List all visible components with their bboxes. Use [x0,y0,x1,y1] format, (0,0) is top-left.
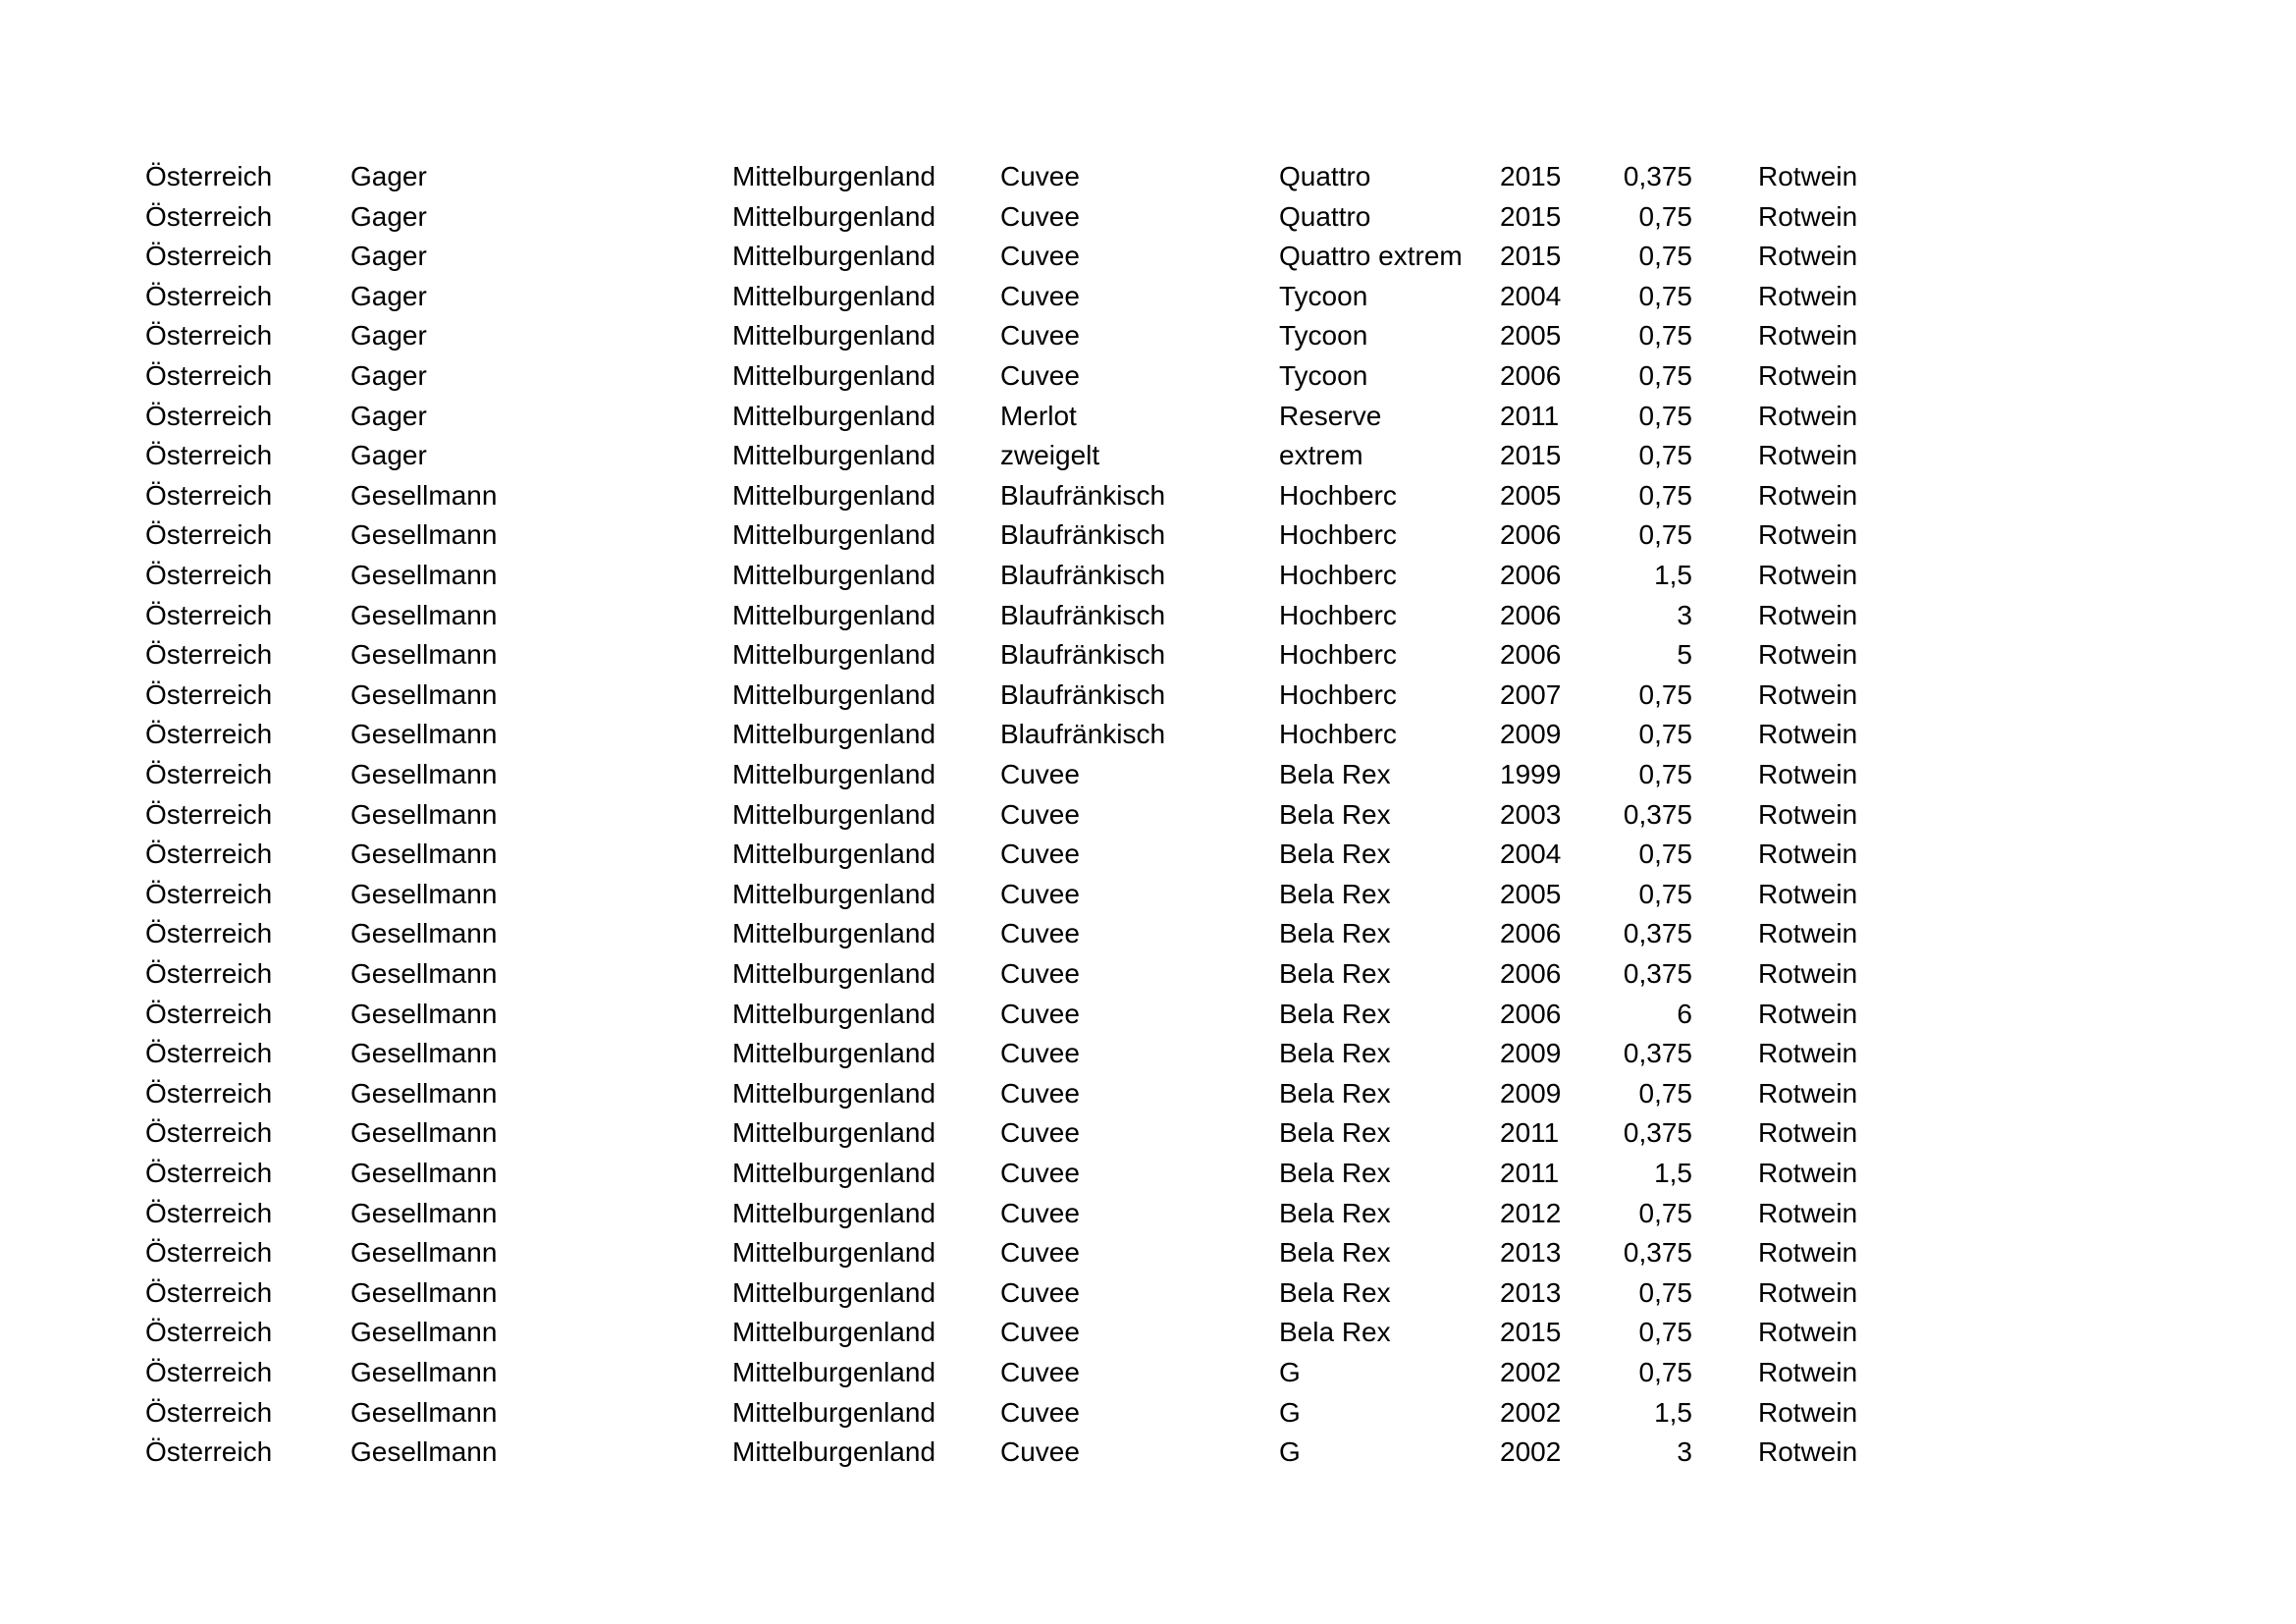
bottle-size-cell: 0,75 [1638,1357,1692,1387]
country-cell: Österreich [145,1117,273,1149]
wine-name-cell: Reserve [1279,400,1382,431]
region-cell: Mittelburgenland [732,1038,936,1069]
wine-type-cell: Rotwein [1758,1436,1858,1468]
producer-cell: Gesellmann [350,958,498,989]
table-row [0,476,2296,515]
region-cell: Mittelburgenland [732,639,936,671]
producer-cell: Gager [350,241,427,272]
bottle-size-cell: 0,75 [1638,1317,1692,1348]
producer-cell: Gesellmann [350,1077,498,1109]
variety-cell: Cuvee [1000,839,1080,870]
producer-cell: Gesellmann [350,878,498,909]
variety-cell: Cuvee [1000,1038,1080,1069]
vintage-cell: 2011 [1500,400,1560,431]
country-cell: Österreich [145,440,273,471]
wine-name-cell: Tycoon [1279,360,1368,391]
variety-cell: Cuvee [1000,1077,1080,1109]
vintage-cell: 2006 [1500,958,1562,989]
producer-cell: Gesellmann [350,798,498,830]
bottle-size-cell: 0,375 [1623,918,1692,949]
bottle-size-cell: 0,75 [1638,241,1692,272]
wine-name-cell: Bela Rex [1279,1038,1391,1069]
producer-cell: Gesellmann [350,1396,498,1428]
bottle-size-cell: 0,75 [1638,200,1692,232]
table-row [0,316,2296,355]
producer-cell: Gesellmann [350,1158,498,1188]
bottle-size-cell: 0,75 [1638,1276,1692,1308]
wine-name-cell: Bela Rex [1279,918,1391,949]
vintage-cell: 2015 [1500,440,1562,471]
vintage-cell: 2006 [1500,918,1562,949]
country-cell: Österreich [145,400,273,431]
vintage-cell: 2003 [1500,798,1562,830]
region-cell: Mittelburgenland [732,878,936,909]
wine-type-cell: Rotwein [1758,320,1858,352]
region-cell: Mittelburgenland [732,360,936,391]
vintage-cell: 2006 [1500,360,1562,391]
wine-type-cell: Rotwein [1758,1038,1858,1069]
region-cell: Mittelburgenland [732,599,936,630]
producer-cell: Gesellmann [350,479,498,511]
vintage-cell: 2006 [1500,560,1562,590]
producer-cell: Gesellmann [350,1197,498,1228]
wine-type-cell: Rotwein [1758,519,1858,551]
bottle-size-cell: 0,75 [1638,519,1692,551]
table-row [0,875,2296,914]
wine-type-cell: Rotwein [1758,560,1858,590]
country-cell: Österreich [145,560,273,590]
producer-cell: Gesellmann [350,599,498,630]
vintage-cell: 2006 [1500,599,1562,630]
wine-name-cell: Hochberc [1279,678,1397,710]
table-row [0,995,2296,1034]
wine-name-cell: Hochberc [1279,560,1397,590]
variety-cell: Cuvee [1000,1197,1080,1228]
table-row [0,1233,2296,1272]
region-cell: Mittelburgenland [732,1357,936,1387]
country-cell: Österreich [145,878,273,909]
variety-cell: Blaufränkisch [1000,719,1166,750]
variety-cell: Cuvee [1000,241,1080,272]
region-cell: Mittelburgenland [732,280,936,311]
variety-cell: Cuvee [1000,759,1080,789]
wine-type-cell: Rotwein [1758,958,1858,989]
vintage-cell: 2013 [1500,1276,1562,1308]
producer-cell: Gesellmann [350,1357,498,1387]
variety-cell: Cuvee [1000,798,1080,830]
wine-type-cell: Rotwein [1758,878,1858,909]
variety-cell: Cuvee [1000,1436,1080,1468]
table-row [0,1273,2296,1313]
vintage-cell: 2002 [1500,1357,1562,1387]
vintage-cell: 2015 [1500,161,1562,191]
table-row [0,157,2296,196]
vintage-cell: 2015 [1500,241,1562,272]
vintage-cell: 2012 [1500,1197,1562,1228]
bottle-size-cell: 0,75 [1638,440,1692,471]
wine-type-cell: Rotwein [1758,719,1858,750]
producer-cell: Gesellmann [350,998,498,1029]
variety-cell: Cuvee [1000,320,1080,352]
region-cell: Mittelburgenland [732,1077,936,1109]
table-row [0,1353,2296,1392]
table-row [0,436,2296,475]
wine-type-cell: Rotwein [1758,479,1858,511]
country-cell: Österreich [145,1077,273,1109]
table-row [0,914,2296,953]
country-cell: Österreich [145,719,273,750]
producer-cell: Gager [350,440,427,471]
wine-type-cell: Rotwein [1758,839,1858,870]
table-row [0,635,2296,675]
bottle-size-cell: 0,75 [1638,479,1692,511]
wine-name-cell: Tycoon [1279,280,1368,311]
wine-type-cell: Rotwein [1758,1197,1858,1228]
bottle-size-cell: 0,375 [1623,1038,1692,1069]
vintage-cell: 2006 [1500,998,1562,1029]
region-cell: Mittelburgenland [732,759,936,789]
region-cell: Mittelburgenland [732,719,936,750]
producer-cell: Gesellmann [350,678,498,710]
variety-cell: Cuvee [1000,1317,1080,1348]
producer-cell: Gesellmann [350,639,498,671]
producer-cell: Gager [350,200,427,232]
producer-cell: Gesellmann [350,839,498,870]
table-row [0,755,2296,794]
variety-cell: Cuvee [1000,878,1080,909]
producer-cell: Gesellmann [350,1276,498,1308]
wine-name-cell: Hochberc [1279,639,1397,671]
region-cell: Mittelburgenland [732,161,936,191]
country-cell: Österreich [145,798,273,830]
country-cell: Österreich [145,678,273,710]
wine-type-cell: Rotwein [1758,1396,1858,1428]
wine-type-cell: Rotwein [1758,440,1858,471]
wine-name-cell: Bela Rex [1279,878,1391,909]
region-cell: Mittelburgenland [732,1396,936,1428]
bottle-size-cell: 3 [1677,1436,1692,1468]
vintage-cell: 2005 [1500,320,1562,352]
table-row [0,197,2296,237]
region-cell: Mittelburgenland [732,1276,936,1308]
table-row [0,556,2296,595]
variety-cell: Cuvee [1000,1276,1080,1308]
wine-name-cell: Quattro [1279,200,1371,232]
bottle-size-cell: 1,5 [1654,1396,1692,1428]
producer-cell: Gesellmann [350,719,498,750]
country-cell: Österreich [145,479,273,511]
table-row [0,1393,2296,1433]
table-row [0,715,2296,754]
vintage-cell: 2006 [1500,519,1562,551]
table-row [0,596,2296,635]
variety-cell: Blaufränkisch [1000,479,1166,511]
vintage-cell: 2002 [1500,1436,1562,1468]
variety-cell: Blaufränkisch [1000,639,1166,671]
bottle-size-cell: 0,75 [1638,678,1692,710]
bottle-size-cell: 5 [1677,639,1692,671]
table-row [0,277,2296,316]
producer-cell: Gesellmann [350,560,498,590]
producer-cell: Gesellmann [350,1117,498,1149]
variety-cell: Blaufränkisch [1000,560,1166,590]
wine-type-cell: Rotwein [1758,599,1858,630]
vintage-cell: 2007 [1500,678,1562,710]
country-cell: Österreich [145,241,273,272]
wine-name-cell: G [1279,1357,1301,1387]
wine-name-cell: Hochberc [1279,599,1397,630]
vintage-cell: 2015 [1500,1317,1562,1348]
variety-cell: Blaufränkisch [1000,519,1166,551]
wine-name-cell: Bela Rex [1279,1117,1391,1149]
region-cell: Mittelburgenland [732,918,936,949]
bottle-size-cell: 0,75 [1638,1077,1692,1109]
vintage-cell: 1999 [1500,759,1562,789]
region-cell: Mittelburgenland [732,560,936,590]
producer-cell: Gesellmann [350,918,498,949]
producer-cell: Gesellmann [350,1317,498,1348]
producer-cell: Gager [350,280,427,311]
wine-name-cell: Bela Rex [1279,759,1391,789]
vintage-cell: 2009 [1500,1038,1562,1069]
bottle-size-cell: 0,75 [1638,320,1692,352]
country-cell: Österreich [145,1357,273,1387]
country-cell: Österreich [145,998,273,1029]
wine-name-cell: Bela Rex [1279,1276,1391,1308]
country-cell: Österreich [145,320,273,352]
country-cell: Österreich [145,918,273,949]
table-row [0,515,2296,555]
wine-name-cell: G [1279,1436,1301,1468]
wine-type-cell: Rotwein [1758,400,1858,431]
bottle-size-cell: 0,375 [1623,958,1692,989]
wine-type-cell: Rotwein [1758,1237,1858,1269]
vintage-cell: 2013 [1500,1237,1562,1269]
wine-name-cell: Hochberc [1279,479,1397,511]
bottle-size-cell: 0,375 [1623,1237,1692,1269]
variety-cell: Cuvee [1000,1357,1080,1387]
wine-name-cell: Bela Rex [1279,1197,1391,1228]
bottle-size-cell: 3 [1677,599,1692,630]
vintage-cell: 2011 [1500,1117,1560,1149]
region-cell: Mittelburgenland [732,479,936,511]
table-row [0,1113,2296,1153]
vintage-cell: 2004 [1500,280,1562,311]
wine-type-cell: Rotwein [1758,1077,1858,1109]
wine-type-cell: Rotwein [1758,360,1858,391]
wine-name-cell: extrem [1279,440,1363,471]
region-cell: Mittelburgenland [732,958,936,989]
wine-type-cell: Rotwein [1758,1357,1858,1387]
bottle-size-cell: 0,75 [1638,719,1692,750]
variety-cell: Cuvee [1000,161,1080,191]
wine-name-cell: Tycoon [1279,320,1368,352]
country-cell: Österreich [145,200,273,232]
table-row [0,237,2296,276]
variety-cell: Cuvee [1000,280,1080,311]
variety-cell: Cuvee [1000,1117,1080,1149]
region-cell: Mittelburgenland [732,839,936,870]
table-row [0,954,2296,994]
wine-type-cell: Rotwein [1758,280,1858,311]
producer-cell: Gesellmann [350,759,498,789]
bottle-size-cell: 0,75 [1638,759,1692,789]
bottle-size-cell: 6 [1677,998,1692,1029]
region-cell: Mittelburgenland [732,241,936,272]
variety-cell: Cuvee [1000,998,1080,1029]
country-cell: Österreich [145,161,273,191]
country-cell: Österreich [145,360,273,391]
country-cell: Österreich [145,958,273,989]
vintage-cell: 2011 [1500,1158,1560,1188]
wine-name-cell: Bela Rex [1279,1237,1391,1269]
region-cell: Mittelburgenland [732,1436,936,1468]
country-cell: Österreich [145,280,273,311]
wine-type-cell: Rotwein [1758,798,1858,830]
producer-cell: Gager [350,161,427,191]
wine-name-cell: Quattro extrem [1279,241,1463,272]
vintage-cell: 2002 [1500,1396,1562,1428]
wine-name-cell: Bela Rex [1279,1077,1391,1109]
producer-cell: Gager [350,320,427,352]
region-cell: Mittelburgenland [732,320,936,352]
country-cell: Österreich [145,1396,273,1428]
wine-type-cell: Rotwein [1758,759,1858,789]
wine-type-cell: Rotwein [1758,639,1858,671]
wine-name-cell: Bela Rex [1279,998,1391,1029]
bottle-size-cell: 0,75 [1638,360,1692,391]
producer-cell: Gager [350,400,427,431]
country-cell: Österreich [145,1317,273,1348]
variety-cell: Cuvee [1000,1158,1080,1188]
vintage-cell: 2009 [1500,719,1562,750]
wine-type-cell: Rotwein [1758,918,1858,949]
wine-name-cell: G [1279,1396,1301,1428]
country-cell: Österreich [145,1436,273,1468]
region-cell: Mittelburgenland [732,1237,936,1269]
table-row [0,1433,2296,1472]
region-cell: Mittelburgenland [732,200,936,232]
bottle-size-cell: 0,75 [1638,400,1692,431]
region-cell: Mittelburgenland [732,1317,936,1348]
wine-name-cell: Bela Rex [1279,1158,1391,1188]
producer-cell: Gesellmann [350,519,498,551]
wine-type-cell: Rotwein [1758,1117,1858,1149]
wine-type-cell: Rotwein [1758,678,1858,710]
region-cell: Mittelburgenland [732,678,936,710]
table-row [0,1074,2296,1113]
region-cell: Mittelburgenland [732,1158,936,1188]
vintage-cell: 2009 [1500,1077,1562,1109]
region-cell: Mittelburgenland [732,998,936,1029]
variety-cell: Cuvee [1000,918,1080,949]
wine-type-cell: Rotwein [1758,200,1858,232]
country-cell: Österreich [145,639,273,671]
variety-cell: Blaufränkisch [1000,599,1166,630]
region-cell: Mittelburgenland [732,1117,936,1149]
table-row [0,676,2296,715]
table-row [0,795,2296,835]
country-cell: Österreich [145,1038,273,1069]
bottle-size-cell: 0,75 [1638,878,1692,909]
wine-type-cell: Rotwein [1758,241,1858,272]
wine-type-cell: Rotwein [1758,998,1858,1029]
country-cell: Österreich [145,1197,273,1228]
country-cell: Österreich [145,599,273,630]
wine-name-cell: Hochberc [1279,519,1397,551]
table-row [0,835,2296,874]
variety-cell: Cuvee [1000,200,1080,232]
vintage-cell: 2004 [1500,839,1562,870]
bottle-size-cell: 0,375 [1623,798,1692,830]
region-cell: Mittelburgenland [732,1197,936,1228]
table-row [0,1313,2296,1352]
region-cell: Mittelburgenland [732,519,936,551]
variety-cell: Cuvee [1000,1237,1080,1269]
wine-name-cell: Bela Rex [1279,839,1391,870]
producer-cell: Gesellmann [350,1436,498,1468]
variety-cell: Cuvee [1000,1396,1080,1428]
vintage-cell: 2006 [1500,639,1562,671]
table-row [0,1034,2296,1073]
variety-cell: Cuvee [1000,958,1080,989]
variety-cell: zweigelt [1000,440,1100,471]
country-cell: Österreich [145,759,273,789]
wine-type-cell: Rotwein [1758,1276,1858,1308]
producer-cell: Gesellmann [350,1038,498,1069]
variety-cell: Cuvee [1000,360,1080,391]
bottle-size-cell: 0,375 [1623,161,1692,191]
bottle-size-cell: 0,75 [1638,1197,1692,1228]
country-cell: Österreich [145,519,273,551]
wine-name-cell: Bela Rex [1279,958,1391,989]
bottle-size-cell: 0,375 [1623,1117,1692,1149]
vintage-cell: 2005 [1500,878,1562,909]
bottle-size-cell: 1,5 [1654,560,1692,590]
bottle-size-cell: 1,5 [1654,1158,1692,1188]
producer-cell: Gesellmann [350,1237,498,1269]
table-row [0,1154,2296,1193]
wine-type-cell: Rotwein [1758,1158,1858,1188]
wine-name-cell: Quattro [1279,161,1371,191]
bottle-size-cell: 0,75 [1638,280,1692,311]
wine-name-cell: Bela Rex [1279,1317,1391,1348]
wine-name-cell: Bela Rex [1279,798,1391,830]
region-cell: Mittelburgenland [732,798,936,830]
vintage-cell: 2015 [1500,200,1562,232]
country-cell: Österreich [145,839,273,870]
country-cell: Österreich [145,1237,273,1269]
variety-cell: Merlot [1000,400,1077,431]
table-row [0,1194,2296,1233]
table-row [0,356,2296,396]
region-cell: Mittelburgenland [732,400,936,431]
wine-type-cell: Rotwein [1758,1317,1858,1348]
country-cell: Österreich [145,1158,273,1188]
table-row [0,397,2296,436]
variety-cell: Blaufränkisch [1000,678,1166,710]
bottle-size-cell: 0,75 [1638,839,1692,870]
region-cell: Mittelburgenland [732,440,936,471]
country-cell: Österreich [145,1276,273,1308]
vintage-cell: 2005 [1500,479,1562,511]
producer-cell: Gager [350,360,427,391]
wine-type-cell: Rotwein [1758,161,1858,191]
wine-name-cell: Hochberc [1279,719,1397,750]
